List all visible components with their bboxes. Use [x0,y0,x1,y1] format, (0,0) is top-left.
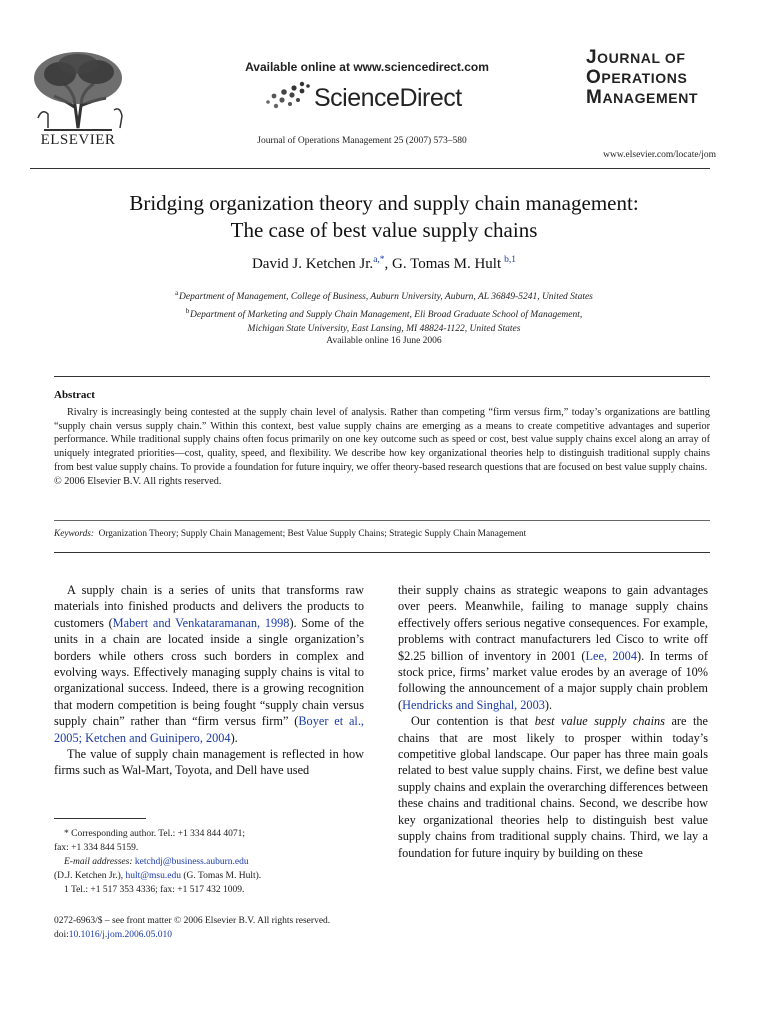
affiliation-b-cont: Michigan State University, East Lansing, MI 48824-1122, United States [247,324,521,335]
keywords [54,529,710,539]
footnote-rule [54,818,146,819]
right-p1-text-b: ). In terms of stock price, firms’ market value erodes by an average of 10% following the announcement of a major supply chain problem ( [398,648,708,712]
abstract-copyright: © 2006 Elsevier B.V. All rights reserved. [54,475,222,487]
right-p1-text-a: their supply chains as strategic weapons to gain advantages over peers. Meanwhile, failing to manage supply chains effectively offers serious negative consequences. For example, problems with contract manufacturers led Cisco to write off $2.25 billion of inventory in 2001 ( [398,583,708,663]
email-owner-1: (D.J. Ketchen Jr.), [54,871,126,881]
author-2: G. Tomas M. Hult [392,256,502,272]
journal-logo-line-2: OPERATIONS [586,67,688,88]
issn-line: 0272-6963/$ – see front matter © 2006 Elsevier B.V. All rights reserved. [54,916,331,926]
doi-label: doi: [54,930,69,940]
abstract-top-rule [54,376,710,377]
affiliation-b-text-1: Department of Marketing and Supply Chain Management, Eli Broad Graduate School of Management, [190,310,583,321]
left-paragraph-2: The value of supply chain management is reflected in how firms such as Wal-Mart, Toyota, and Dell have used [54,747,364,778]
journal-logo-line-1: JOURNAL OF [586,47,686,68]
bottom-info [54,914,454,942]
citation-link-mabert[interactable]: Mabert and Venkataramanan, 1998 [112,615,290,630]
body-left-column [54,582,364,779]
author-1: David J. Ketchen Jr. [251,256,374,272]
author-separator: , [384,256,393,272]
affiliation-b-marker: b [185,307,190,316]
sciencedirect-dots-icon [264,80,312,110]
abstract-bottom-rule [54,552,710,553]
email-link-hult[interactable]: hult@msu.edu [125,871,181,881]
abstract-mid-rule [54,520,710,521]
footnote-email-cont [54,869,374,883]
affiliation-b [40,304,728,322]
footnote-1: 1 Tel.: +1 517 353 4336; fax: +1 517 432 1009. [64,885,245,895]
footnotes [54,827,374,897]
citation-link-hendricks[interactable]: Hendricks and Singhal, 2003 [402,697,545,712]
right-paragraph-1 [398,582,708,713]
left-paragraph-1 [54,582,364,746]
author-1-affiliation-marker[interactable]: a,* [373,255,385,265]
journal-url[interactable]: www.elsevier.com/locate/jom [603,150,716,160]
abstract-body [54,406,710,488]
affiliation-a [40,286,728,304]
affiliation-a-marker: a [175,289,179,297]
available-online-date: Available online 16 June 2006 [326,336,442,346]
title-line-2: The case of best value supply chains [230,218,538,242]
journal-citation: Journal of Operations Management 25 (2007) 573–580 [257,136,467,146]
footnote-corresponding: * Corresponding author. Tel.: +1 334 844 4071; [64,829,246,839]
available-online-text: Available online at www.sciencedirect.com [245,60,489,74]
right-paragraph-2 [398,713,708,861]
keywords-list: Organization Theory; Supply Chain Management; Best Value Supply Chains; Strategic Supply Chain Management [98,529,527,539]
abstract-text: Rivalry is increasingly being contested at the supply chain level of analysis. Rather than competing “firm versus firm,” today’s organizations are battling “supply chain versus supply chain.” Within this context, best value supply chains are emerging as a means to create competitive advantages and superior performance. While traditional supply chains often focus primarily on one key outcome such as speed or cost, best value supply chains excel along an array of uniquely integrated priorities—cost, quality, speed, and flexibility. We describe how key organizational theories help to distinguish traditional supply chains from best value supply chains. To provide a foundation for future inquiry, we offer theory-based research questions that are focused on best value supply chains. [54,407,710,473]
abstract-heading: Abstract [54,389,95,401]
affiliations [40,286,728,336]
journal-logo-line-3: MANAGEMENT [586,87,699,108]
email-label: E-mail addresses: [64,857,133,867]
right-p2-emphasis: best value supply chains [534,714,665,729]
keywords-label: Keywords: [54,529,94,539]
email-owner-2: (G. Tomas M. Hult). [180,871,262,881]
publisher-name: ELSEVIER [40,132,116,148]
doi-line [54,928,454,942]
title-line-1: Bridging organization theory and supply chain management: [129,191,639,215]
header-divider [30,168,710,169]
citation-link-lee[interactable]: Lee, 2004 [585,648,637,663]
body-right-column [398,582,708,861]
article-title [40,190,728,244]
sciencedirect-wordmark: ScienceDirect [314,84,462,112]
left-p1-text-a: A supply chain is a series of units that transforms raw materials into finished products and delivers the products to customers ( [54,583,364,630]
email-link-ketchen[interactable]: ketchdj@business.auburn.edu [134,857,249,867]
citation-link-boyer-ketchen[interactable]: Boyer et al., 2005; Ketchen and Guinipero, 2004 [54,714,364,745]
left-p1-text-c: ). [230,730,238,745]
author-2-affiliation-marker[interactable]: b,1 [504,255,517,265]
affiliation-a-text: Department of Management, College of Business, Auburn University, Auburn, AL 36849-5241, United States [179,292,593,303]
footnote-fax: fax: +1 334 844 5159. [54,843,139,853]
right-p2-text-b: are the chains that are most likely to prosper within today’s competitive global landscape. Our paper has three main goals related to best value supply chains. First, we define best value supply chains and explain the overarching differences between these chains and traditional chains. Second, we describe how key organizational theories help to distinguish best value supply chains from traditional supply chains. Third, we lay a foundation for future inquiry by building on these [398,714,708,860]
right-p2-text-a: Our contention is that [411,714,535,729]
left-p1-text-b: ). Some of the units in a chain are located inside a single organization’s borders while others cross such borders in complex and evolving ways. Effectively managing supply chains is vital to organizational success. Indeed, there is a growing recognition that modern competition is being fought “supply chain versus supply chain” rather than “firm versus firm” ( [54,615,365,729]
journal-logo [586,48,712,108]
footnote-email [54,855,374,869]
doi-link[interactable]: 10.1016/j.jom.2006.05.010 [68,930,172,940]
author-list [40,255,728,273]
right-p1-text-c: ). [544,697,553,712]
